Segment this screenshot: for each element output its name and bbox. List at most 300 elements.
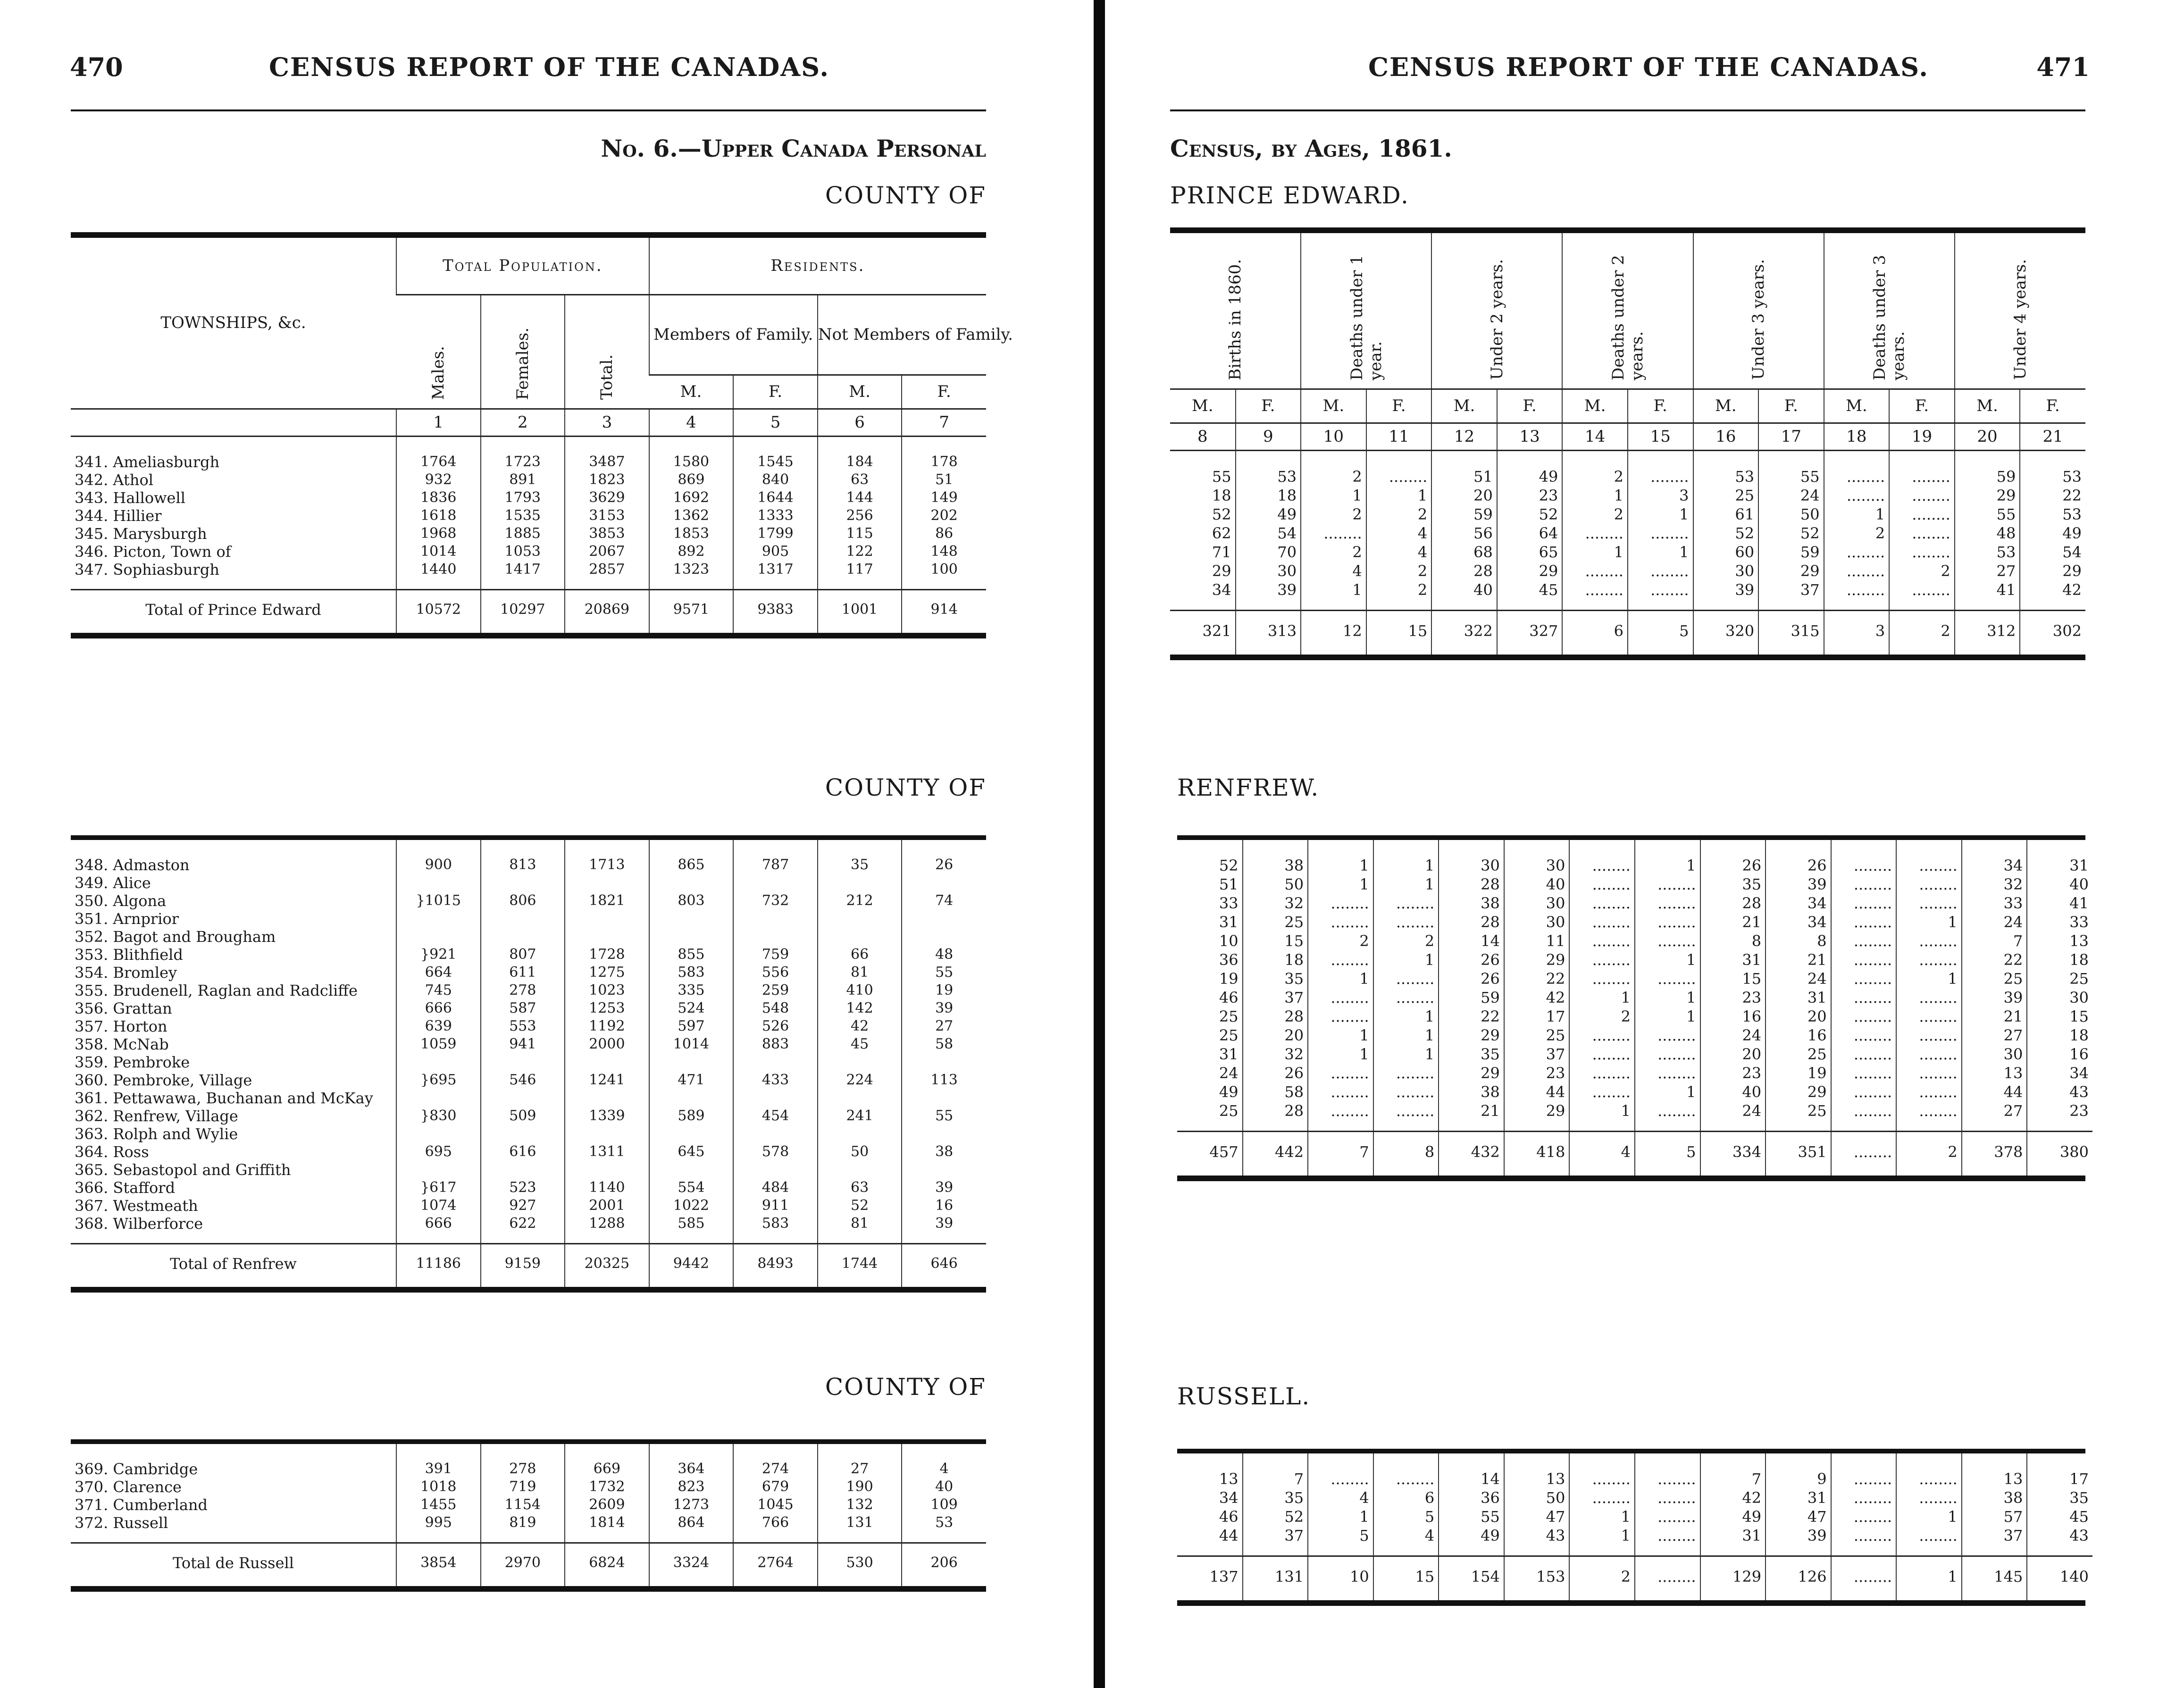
table-cell: 3629 <box>565 489 649 507</box>
table-cell: 29 <box>1504 950 1570 969</box>
table-row <box>71 892 986 910</box>
table-cell: 34 <box>1962 840 2027 875</box>
table-cell: 1045 <box>733 1496 818 1514</box>
table-cell: 26 <box>1700 840 1766 875</box>
table-cell <box>902 1053 986 1071</box>
table-cell: 526 <box>733 1017 818 1035</box>
table-cell: 55 <box>902 1107 986 1125</box>
table-cell: 25 <box>2027 969 2092 988</box>
table-cell: 20 <box>1243 1026 1308 1045</box>
table-cell <box>396 874 481 892</box>
table-cell: ........ <box>1635 913 1700 932</box>
table-cell: 23 <box>1700 1064 1766 1083</box>
total-cell: 302 <box>2020 610 2085 655</box>
table-cell: 745 <box>396 982 481 999</box>
table-cell: 1580 <box>649 436 734 471</box>
table-cell: 39 <box>1766 1526 1831 1556</box>
table-cell: 38 <box>1962 1488 2027 1507</box>
table-row <box>1177 1101 2092 1132</box>
total-cell: 3854 <box>396 1543 481 1587</box>
table-cell: 1275 <box>565 964 649 982</box>
table-cell: 1333 <box>733 507 818 525</box>
table-cell: 44 <box>1962 1083 2027 1101</box>
table-cell: 1 <box>1896 913 1962 932</box>
township-name: 369. Cambridge <box>75 1460 198 1478</box>
table-cell: 1455 <box>396 1496 481 1514</box>
table-row <box>71 840 986 874</box>
table-cell: 27 <box>1962 1101 2027 1132</box>
table-cell: 29 <box>1439 1026 1504 1045</box>
age-column-header-text: Under 3 years. <box>1749 259 1768 380</box>
table-cell: 54 <box>1236 524 1301 543</box>
table-cell: 49 <box>1236 505 1301 524</box>
table-cell: ........ <box>1569 1026 1635 1045</box>
table-row <box>71 910 986 928</box>
table-cell: 39 <box>1962 988 2027 1007</box>
table-cell: 49 <box>1439 1526 1504 1556</box>
total-cell: 4 <box>1569 1132 1635 1176</box>
table-cell: 7 <box>1243 1453 1308 1488</box>
table-cell: }921 <box>396 946 481 964</box>
table-cell: ........ <box>1896 1007 1962 1026</box>
column-number: 13 <box>1497 423 1563 450</box>
table-row <box>71 874 986 892</box>
table-cell: 18 <box>1212 486 1231 504</box>
table-row <box>1170 450 2085 486</box>
total-cell: 154 <box>1439 1556 1504 1601</box>
table-cell: 27 <box>818 1444 902 1478</box>
table-cell: 813 <box>481 840 565 874</box>
divider <box>71 109 986 111</box>
table-cell: 1 <box>1635 1007 1700 1026</box>
table-cell: 48 <box>902 946 986 964</box>
table-cell: 556 <box>733 964 818 982</box>
table-cell: ........ <box>1308 894 1373 913</box>
table-cell: 21 <box>1700 913 1766 932</box>
table-row <box>1177 988 2092 1007</box>
m-header: M. <box>1562 389 1628 423</box>
table-cell: 16 <box>902 1197 986 1215</box>
table-cell <box>733 1161 818 1179</box>
table-cell: 766 <box>733 1514 818 1543</box>
table-cell: ........ <box>1896 894 1962 913</box>
table-cell: 13 <box>1962 1064 2027 1083</box>
total-cell: 914 <box>902 589 986 633</box>
table-cell <box>649 1053 734 1071</box>
f-header: F. <box>902 375 986 409</box>
township-name: 352. Bagot and Brougham <box>75 928 276 946</box>
table-cell: ........ <box>1889 486 1955 505</box>
table-cell: 40 <box>1700 1083 1766 1101</box>
table-cell: 695 <box>396 1143 481 1161</box>
table-cell: 35 <box>1700 875 1766 894</box>
table-cell: 1 <box>1308 875 1373 894</box>
table-cell: 53 <box>1693 450 1759 486</box>
table-cell: 23 <box>1700 988 1766 1007</box>
table-cell <box>649 1161 734 1179</box>
table-cell: 1074 <box>396 1197 481 1215</box>
total-cell: 380 <box>2027 1132 2092 1176</box>
table-cell: 13 <box>1219 1470 1238 1488</box>
table-row <box>1177 950 2092 969</box>
township-name: 363. Rolph and Wylie <box>75 1125 238 1143</box>
table-cell: 31 <box>1766 988 1831 1007</box>
table-cell: 3153 <box>565 507 649 525</box>
table-cell: ........ <box>1831 1045 1897 1064</box>
total-header: Total. <box>597 354 617 400</box>
total-cell: 334 <box>1700 1132 1766 1176</box>
total-cell: 320 <box>1693 610 1759 655</box>
total-population-header: Total Population. <box>396 238 649 294</box>
table-cell: 29 <box>1497 562 1563 580</box>
table-cell: 46 <box>1219 1508 1238 1526</box>
table-cell: 1 <box>1373 950 1439 969</box>
column-number: 14 <box>1562 423 1628 450</box>
table-cell: 122 <box>818 543 902 561</box>
table-cell: 819 <box>481 1514 565 1543</box>
table-cell: 53 <box>1236 450 1301 486</box>
m-header: M. <box>1955 389 2020 423</box>
table-cell <box>481 874 565 892</box>
table-cell: 32 <box>1962 875 2027 894</box>
table-cell: 1 <box>1628 505 1693 524</box>
table-cell: 578 <box>733 1143 818 1161</box>
table-cell: 4 <box>1366 524 1432 543</box>
table-cell: 22 <box>1962 950 2027 969</box>
table-row <box>1177 1026 2092 1045</box>
table-cell: 113 <box>902 1071 986 1089</box>
table-cell: 1823 <box>565 471 649 489</box>
table-cell: ........ <box>1896 950 1962 969</box>
table-cell: 26 <box>1766 840 1831 875</box>
township-name: 360. Pembroke, Village <box>75 1071 252 1089</box>
table-row <box>1177 1526 2092 1556</box>
table-cell <box>481 910 565 928</box>
table-cell: 583 <box>733 1215 818 1244</box>
table-cell: 28 <box>1243 1101 1308 1132</box>
table-cell: ........ <box>1896 1453 1962 1488</box>
table-cell: 55 <box>1212 467 1231 486</box>
table-cell: 24 <box>1758 486 1824 505</box>
table-cell: 1 <box>1628 543 1693 562</box>
table-cell: 855 <box>649 946 734 964</box>
table-cell: 278 <box>481 1444 565 1478</box>
table-cell: ........ <box>1366 450 1432 486</box>
table-cell: 22 <box>2020 486 2085 505</box>
table-cell: ........ <box>1896 1083 1962 1101</box>
table-cell <box>481 928 565 946</box>
table-cell: 1821 <box>565 892 649 910</box>
table-cell: ........ <box>1628 580 1693 611</box>
table-cell: 1154 <box>481 1496 565 1514</box>
m-header: M. <box>1824 389 1890 423</box>
table-row <box>1177 932 2092 950</box>
table-cell: 1 <box>1635 840 1700 875</box>
table-cell: 669 <box>565 1444 649 1478</box>
table-cell <box>481 1089 565 1107</box>
table-cell: 666 <box>396 999 481 1017</box>
table-cell: 26 <box>1439 969 1504 988</box>
table-row <box>71 1496 986 1514</box>
table-cell: 31 <box>1700 950 1766 969</box>
table-cell: 144 <box>818 489 902 507</box>
table-row <box>71 1053 986 1071</box>
table-cell: 50 <box>818 1143 902 1161</box>
table-row <box>71 489 986 507</box>
table-cell: 1 <box>1562 486 1628 505</box>
table-cell: 52 <box>1497 505 1563 524</box>
table-cell: ........ <box>1308 1453 1373 1488</box>
table-cell: ........ <box>1831 1526 1897 1556</box>
table-cell: ........ <box>1373 969 1439 988</box>
table-cell: 1853 <box>649 525 734 543</box>
table-cell <box>818 1089 902 1107</box>
table-cell: 40 <box>1431 580 1497 611</box>
total-cell: 129 <box>1700 1556 1766 1601</box>
total-cell: 351 <box>1766 1132 1831 1176</box>
table-cell: 13 <box>1504 1453 1570 1488</box>
table-cell: 2 <box>1889 562 1955 580</box>
total-cell: 2764 <box>733 1543 818 1587</box>
table-cell: }695 <box>396 1071 481 1089</box>
total-cell: 3 <box>1824 610 1890 655</box>
table-cell: 35 <box>1439 1045 1504 1064</box>
table-cell: 44 <box>1504 1083 1570 1101</box>
table-cell: 1 <box>1308 840 1373 875</box>
table-cell: 8 <box>1700 932 1766 950</box>
table-cell: 70 <box>1236 543 1301 562</box>
table-cell: 47 <box>1766 1507 1831 1526</box>
table-cell: 68 <box>1431 543 1497 562</box>
table-cell: 27 <box>902 1017 986 1035</box>
table-cell: 86 <box>902 525 986 543</box>
table-cell: 43 <box>2027 1526 2092 1556</box>
table-cell: 14 <box>1439 932 1504 950</box>
table-cell <box>396 1089 481 1107</box>
table-row <box>71 946 986 964</box>
table-row <box>1170 524 2085 543</box>
table-cell: ........ <box>1831 1101 1897 1132</box>
table-cell: ........ <box>1831 1007 1897 1026</box>
table-cell: 927 <box>481 1197 565 1215</box>
table-row <box>71 1444 986 1478</box>
township-name: 358. McNab <box>75 1035 169 1053</box>
table-cell: 864 <box>649 1514 734 1543</box>
table-cell: 585 <box>649 1215 734 1244</box>
column-number: 4 <box>649 409 734 436</box>
table-cell: 15 <box>1700 969 1766 988</box>
table-cell <box>649 1125 734 1143</box>
table-cell: 50 <box>1243 875 1308 894</box>
table-cell: 37 <box>1243 1526 1308 1556</box>
table-cell: 3 <box>1628 486 1693 505</box>
table-cell: 1713 <box>565 840 649 874</box>
table-cell: ........ <box>1831 969 1897 988</box>
table-cell: 2 <box>1301 505 1366 524</box>
table-cell: 62 <box>1212 524 1231 542</box>
column-number: 6 <box>818 409 902 436</box>
table-cell: 2 <box>1824 524 1890 543</box>
age-column-header-text: Deaths under 3 years. <box>1870 254 1908 380</box>
table-cell: 5 <box>1373 1507 1439 1526</box>
table-cell: 53 <box>902 1514 986 1543</box>
column-number: 5 <box>733 409 818 436</box>
table-cell: ........ <box>1635 1064 1700 1083</box>
table-cell: 454 <box>733 1107 818 1125</box>
table-cell: ........ <box>1628 562 1693 580</box>
column-number: 18 <box>1824 423 1890 450</box>
total-cell: 131 <box>1243 1556 1308 1601</box>
table-cell: 23 <box>1504 1064 1570 1083</box>
table-cell: 1018 <box>396 1478 481 1496</box>
table-cell: 55 <box>1955 505 2020 524</box>
table-cell: 2067 <box>565 543 649 561</box>
table-cell: }1015 <box>396 892 481 910</box>
table-row <box>71 982 986 999</box>
table-cell: 31 <box>1700 1526 1766 1556</box>
table-cell: 1 <box>1301 580 1366 611</box>
table-cell <box>649 874 734 892</box>
table-cell: 1 <box>1301 486 1366 505</box>
table-cell: 1 <box>1373 1026 1439 1045</box>
table-cell: 2 <box>1373 932 1439 950</box>
township-name: 356. Grattan <box>75 999 172 1017</box>
table-cell: 2 <box>1366 580 1432 611</box>
total-cell: 432 <box>1439 1132 1504 1176</box>
table-row <box>1170 543 2085 562</box>
table-cell: 33 <box>1219 894 1238 912</box>
table-cell <box>481 1053 565 1071</box>
table-cell: 597 <box>649 1017 734 1035</box>
table-cell: 29 <box>1955 486 2020 505</box>
table-cell: ........ <box>1308 1007 1373 1026</box>
table-cell: 66 <box>818 946 902 964</box>
table-row <box>1177 894 2092 913</box>
table-cell: 18 <box>1236 486 1301 505</box>
m-header: M. <box>818 375 902 409</box>
table-cell: 37 <box>1243 988 1308 1007</box>
personal-census-table-russell <box>71 1439 986 1592</box>
table-cell: 1 <box>1373 1045 1439 1064</box>
table-cell: 51 <box>902 471 986 489</box>
table-cell: 59 <box>1758 543 1824 562</box>
total-cell: 3324 <box>649 1543 734 1587</box>
table-cell: 2 <box>1366 505 1432 524</box>
table-cell: 47 <box>1504 1507 1570 1526</box>
total-cell: 6824 <box>565 1543 649 1587</box>
table-cell: 37 <box>1504 1045 1570 1064</box>
table-cell <box>565 1161 649 1179</box>
table-cell: 52 <box>1219 857 1238 874</box>
table-cell: 49 <box>1700 1507 1766 1526</box>
total-cell: 2 <box>1889 610 1955 655</box>
table-cell: 24 <box>1962 913 2027 932</box>
table-cell: 53 <box>2020 450 2085 486</box>
table-cell: 131 <box>818 1514 902 1543</box>
table-cell: 932 <box>396 471 481 489</box>
table-row <box>71 1161 986 1179</box>
total-row <box>71 1244 986 1287</box>
township-name: 344. Hillier <box>75 506 162 525</box>
total-cell: 140 <box>2027 1556 2092 1601</box>
table-cell: 1793 <box>481 489 565 507</box>
table-row <box>1170 486 2085 505</box>
table-cell: ........ <box>1373 913 1439 932</box>
total-cell: 12 <box>1301 610 1366 655</box>
table-cell: }830 <box>396 1107 481 1125</box>
table-cell: 523 <box>481 1179 565 1197</box>
table-cell <box>818 1161 902 1179</box>
total-cell: 9442 <box>649 1244 734 1287</box>
table-cell: ........ <box>1562 580 1628 611</box>
table-cell: 1 <box>1635 988 1700 1007</box>
table-cell: 10 <box>1219 932 1238 950</box>
table-cell: 16 <box>1766 1026 1831 1045</box>
table-cell: 49 <box>1219 1083 1238 1101</box>
table-cell: 1 <box>1308 1045 1373 1064</box>
column-number: 20 <box>1955 423 2020 450</box>
table-cell: 274 <box>733 1444 818 1478</box>
table-cell: 410 <box>818 982 902 999</box>
age-column-header-text: Under 4 years. <box>2010 259 2030 380</box>
township-name: 371. Cumberland <box>75 1496 208 1514</box>
column-number: 9 <box>1236 423 1301 450</box>
table-cell: 59 <box>1439 988 1504 1007</box>
table-cell: ........ <box>1831 875 1897 894</box>
table-cell: 553 <box>481 1017 565 1035</box>
table-cell: 1799 <box>733 525 818 543</box>
total-label: Total de Russell <box>71 1543 396 1587</box>
table-cell: ........ <box>1308 988 1373 1007</box>
table-cell <box>902 910 986 928</box>
m-header: M. <box>1693 389 1759 423</box>
total-cell: 126 <box>1766 1556 1831 1601</box>
table-row <box>71 928 986 946</box>
column-number: 17 <box>1758 423 1824 450</box>
table-cell: 81 <box>818 1215 902 1244</box>
table-cell: 51 <box>1219 875 1238 893</box>
total-cell: 442 <box>1243 1132 1308 1176</box>
table-cell: 21 <box>1439 1101 1504 1132</box>
total-cell: 321 <box>1170 610 1236 655</box>
table-cell: 49 <box>2020 524 2085 543</box>
table-cell: ........ <box>1373 988 1439 1007</box>
table-cell: 905 <box>733 543 818 561</box>
table-cell: 51 <box>1431 450 1497 486</box>
township-name: 370. Clarence <box>75 1478 182 1496</box>
column-number: 3 <box>565 409 649 436</box>
table-cell: 1545 <box>733 436 818 471</box>
table-cell: 190 <box>818 1478 902 1496</box>
table-cell: 15 <box>1243 932 1308 950</box>
table-row <box>1177 1007 2092 1026</box>
f-header: F. <box>1628 389 1693 423</box>
table-cell: 1 <box>1569 1101 1635 1132</box>
total-cell: 1001 <box>818 589 902 633</box>
township-name: 355. Brudenell, Raglan and Radcliffe <box>75 982 358 999</box>
table-cell: 883 <box>733 1035 818 1053</box>
table-cell <box>396 1053 481 1071</box>
table-cell: 52 <box>1758 524 1824 543</box>
table-cell: 61 <box>1693 505 1759 524</box>
table-cell: 16 <box>1700 1007 1766 1026</box>
table-cell: 941 <box>481 1035 565 1053</box>
table-cell: 39 <box>902 999 986 1017</box>
table-cell: ........ <box>1889 524 1955 543</box>
table-cell: 25 <box>1219 1026 1238 1044</box>
table-cell <box>565 1089 649 1107</box>
table-cell: 44 <box>1219 1527 1238 1545</box>
